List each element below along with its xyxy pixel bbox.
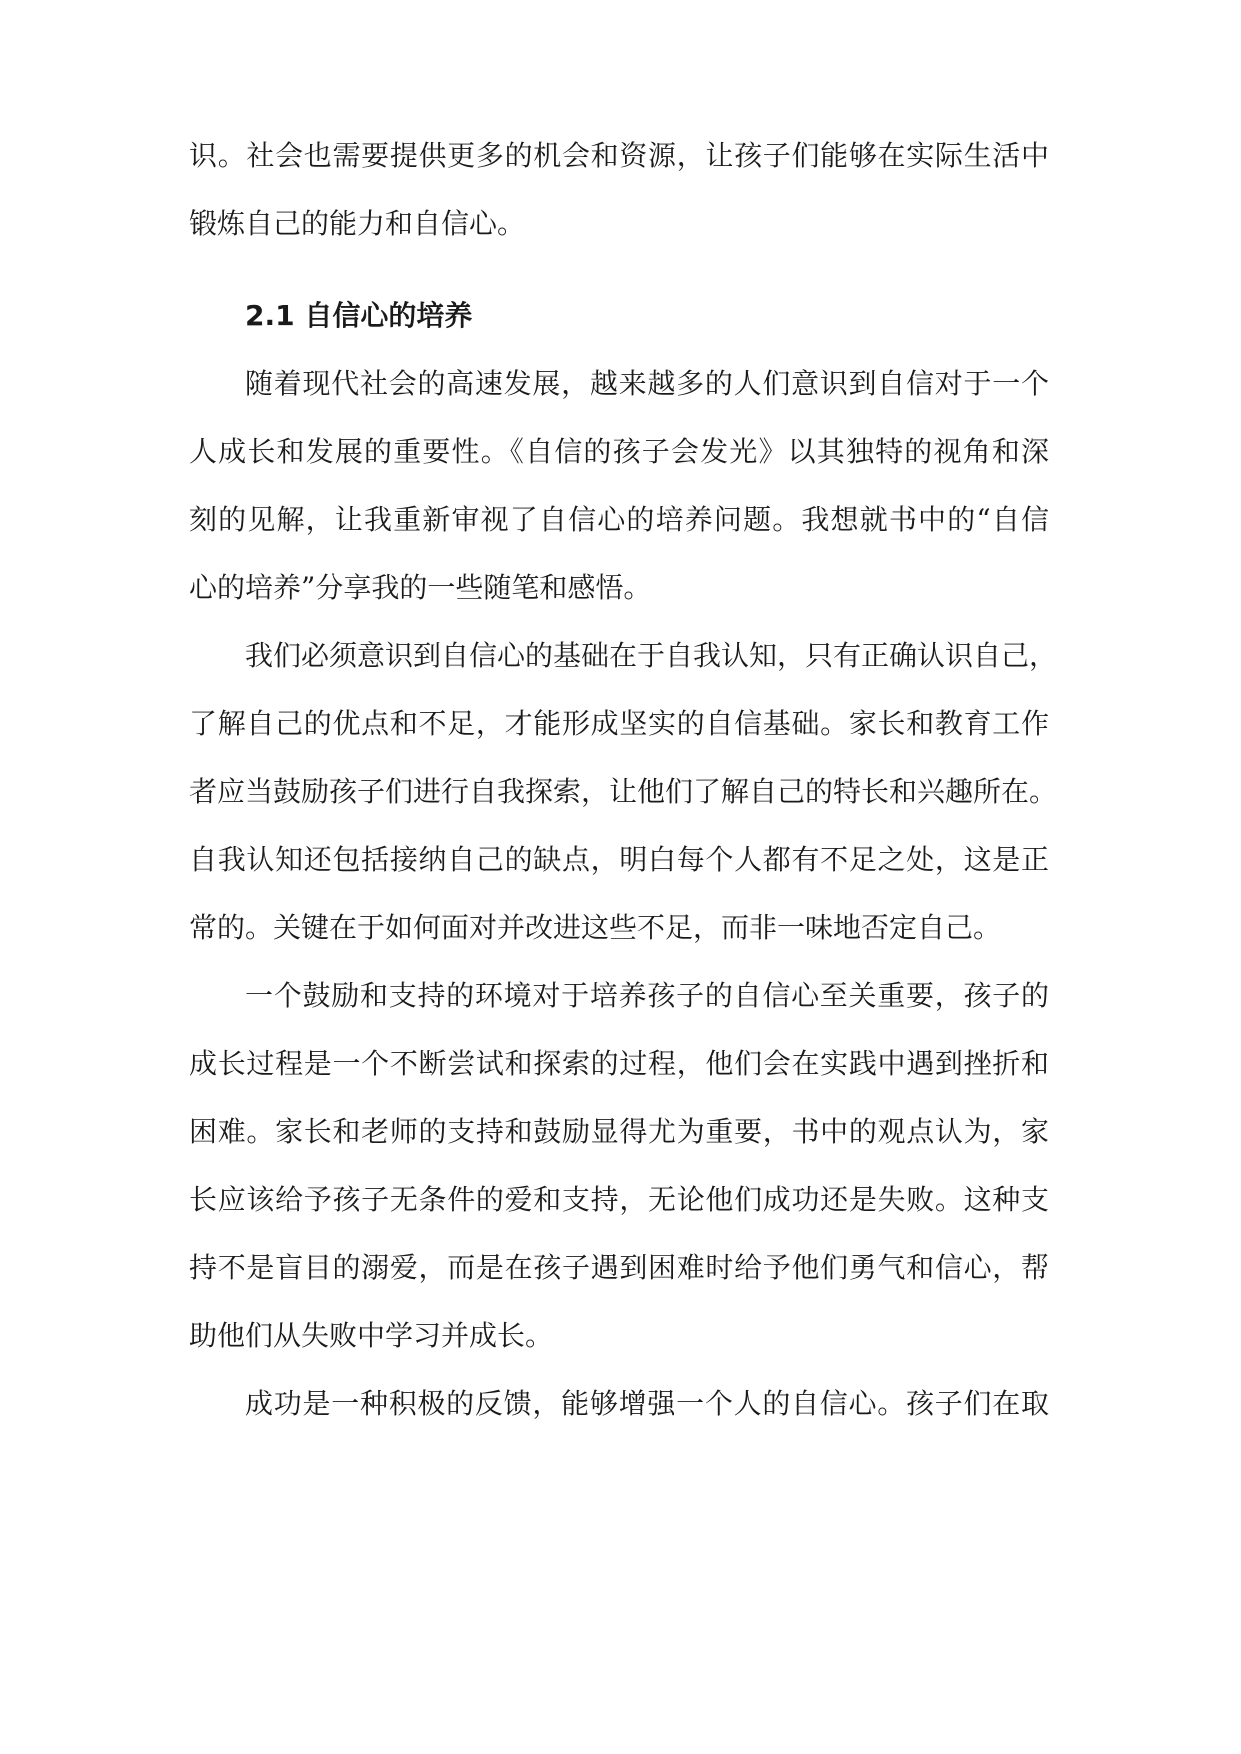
body-text-line: 刻的见解，让我重新审视了自信心的培养问题。我想就书中的“自信	[189, 503, 1049, 536]
body-text-line: 长应该给予孩子无条件的爱和支持，无论他们成功还是失败。这种支	[189, 1183, 1049, 1216]
body-text-line: 了解自己的优点和不足，才能形成坚实的自信基础。家长和教育工作	[189, 707, 1049, 740]
body-text-line: 成长过程是一个不断尝试和探索的过程，他们会在实践中遇到挫折和	[189, 1047, 1049, 1080]
body-text-line: 心的培养”分享我的一些随笔和感悟。	[189, 571, 652, 604]
body-text-line: 常的。关键在于如何面对并改进这些不足，而非一味地否定自己。	[189, 911, 1002, 944]
body-text-line: 自我认知还包括接纳自己的缺点，明白每个人都有不足之处，这是正	[189, 843, 1049, 876]
paragraph-first-line: 我们必须意识到自信心的基础在于自我认知，只有正确认识自己，	[245, 639, 1058, 672]
paragraph-first-line: 一个鼓励和支持的环境对于培养孩子的自信心至关重要，孩子的	[245, 979, 1049, 1012]
paragraph-first-line: 随着现代社会的高速发展，越来越多的人们意识到自信对于一个	[245, 367, 1049, 400]
body-text-line: 助他们从失败中学习并成长。	[189, 1319, 554, 1352]
body-text-line: 锻炼自己的能力和自信心。	[189, 207, 526, 240]
body-text-line: 人成长和发展的重要性。《自信的孩子会发光》以其独特的视角和深	[189, 435, 1049, 468]
paragraph-first-line: 成功是一种积极的反馈，能够增强一个人的自信心。孩子们在取	[245, 1387, 1049, 1420]
body-text-line: 持不是盲目的溺爱，而是在孩子遇到困难时给予他们勇气和信心，帮	[189, 1251, 1049, 1284]
section-heading: 2.1 自信心的培养	[245, 299, 473, 332]
body-text-line: 者应当鼓励孩子们进行自我探索，让他们了解自己的特长和兴趣所在。	[189, 775, 1058, 808]
body-text-line: 识。社会也需要提供更多的机会和资源，让孩子们能够在实际生活中	[189, 139, 1049, 172]
body-text-line: 困难。家长和老师的支持和鼓励显得尤为重要，书中的观点认为，家	[189, 1115, 1049, 1148]
